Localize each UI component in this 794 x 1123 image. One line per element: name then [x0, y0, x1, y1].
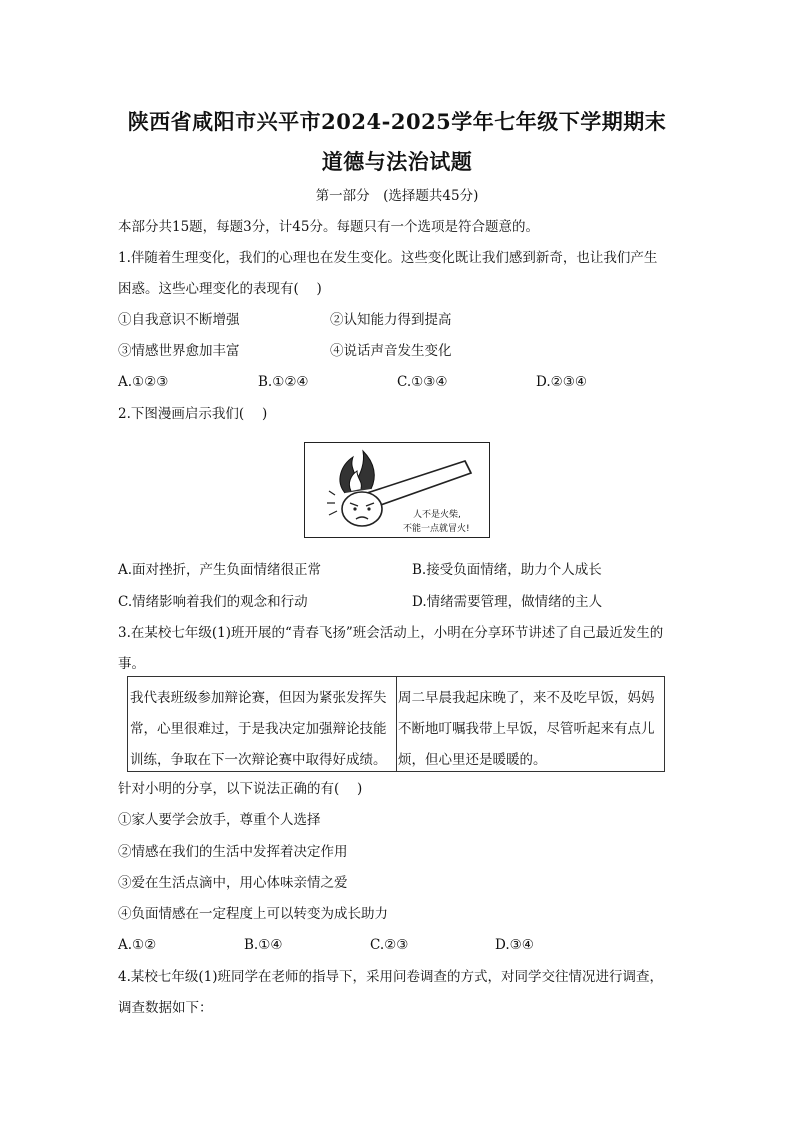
q1-option-a: A.①②③ — [118, 374, 169, 390]
q2-option-c: C.情绪影响着我们的观念和行动 — [118, 594, 308, 610]
q1-stem-line2: 困惑。这些心理变化的表现有( ) — [118, 281, 322, 297]
q1-item-2: ②认知能力得到提高 — [330, 312, 452, 328]
q4-stem-line2: 调查数据如下： — [118, 1000, 213, 1016]
q4-stem-line1: 4.某校七年级(1)班同学在老师的指导下，采用问卷调查的方式，对同学交往情况进行调查， — [118, 969, 664, 985]
exam-title-line2: 道德与法治试题 — [321, 149, 473, 174]
q1-item-1: ①自我意识不断增强 — [118, 312, 240, 328]
q3-option-d: D.③④ — [495, 937, 534, 953]
q3-item-3: ③爱在生活点滴中，用心体味亲情之爱 — [118, 875, 348, 891]
exam-title-line1: 陕西省咸阳市兴平市2024-2025学年七年级下学期期末 — [127, 109, 667, 134]
q3-question: 针对小明的分享，以下说法正确的有( ) — [118, 781, 363, 797]
q2-option-b: B.接受负面情绪，助力个人成长 — [412, 562, 602, 578]
q3-stem-line1: 3.在某校七年级(1)班开展的“青春飞扬”班会活动上，小明在分享环节讲述了自己最近发生的 — [118, 625, 664, 641]
cartoon-caption-line2: 不能一点就冒火! — [403, 524, 470, 534]
q1-option-b: B.①②④ — [258, 374, 309, 390]
story-right-line3: 烦，但心里还是暖暖的。 — [398, 752, 547, 768]
story-left-line2: 常，心里很难过，于是我决定加强辩论技能 — [130, 721, 387, 737]
q1-option-d: D.②③④ — [536, 374, 587, 390]
q3-item-1: ①家人要学会放手，尊重个人选择 — [118, 812, 321, 828]
q1-item-3: ③情感世界愈加丰富 — [118, 343, 240, 359]
story-right — [398, 683, 664, 776]
instructions: 本部分共15题，每题3分，计45分。每题只有一个选项是符合题意的。 — [118, 219, 539, 235]
q3-option-b: B.①④ — [244, 937, 283, 953]
story-right-line2: 不断地叮嘱我带上早饭，尽管听起来有点儿 — [398, 721, 655, 737]
story-left — [130, 683, 396, 776]
q1-stem-line1: 1.伴随着生理变化，我们的心理也在发生变化。这些变化既让我们感到新奇，也让我们产生 — [118, 250, 658, 266]
q2-option-a: A.面对挫折，产生负面情绪很正常 — [118, 562, 322, 578]
story-left-line3: 训练，争取在下一次辩论赛中取得好成绩。 — [130, 752, 387, 768]
q1-option-c: C.①③④ — [397, 374, 448, 390]
q3-item-4: ④负面情感在一定程度上可以转变为成长助力 — [118, 906, 388, 922]
q3-story-table — [127, 676, 665, 772]
story-divider — [396, 677, 397, 771]
q3-item-2: ②情感在我们的生活中发挥着决定作用 — [118, 844, 348, 860]
match-cartoon — [304, 442, 490, 538]
q2-option-d: D.情绪需要管理，做情绪的主人 — [412, 594, 603, 610]
q3-option-a: A.①② — [118, 937, 157, 953]
section-heading: 第一部分 (选择题共45分) — [315, 188, 479, 204]
cartoon-caption-line1: 人不是火柴, — [413, 510, 461, 520]
q3-option-c: C.②③ — [370, 937, 409, 953]
story-right-line1: 周二早晨我起床晚了，来不及吃早饭，妈妈 — [398, 690, 655, 706]
story-left-line1: 我代表班级参加辩论赛，但因为紧张发挥失 — [130, 690, 387, 706]
q3-stem-line2: 事。 — [118, 656, 145, 672]
q1-item-4: ④说话声音发生变化 — [330, 343, 452, 359]
q2-stem: 2.下图漫画启示我们( ) — [118, 406, 268, 422]
